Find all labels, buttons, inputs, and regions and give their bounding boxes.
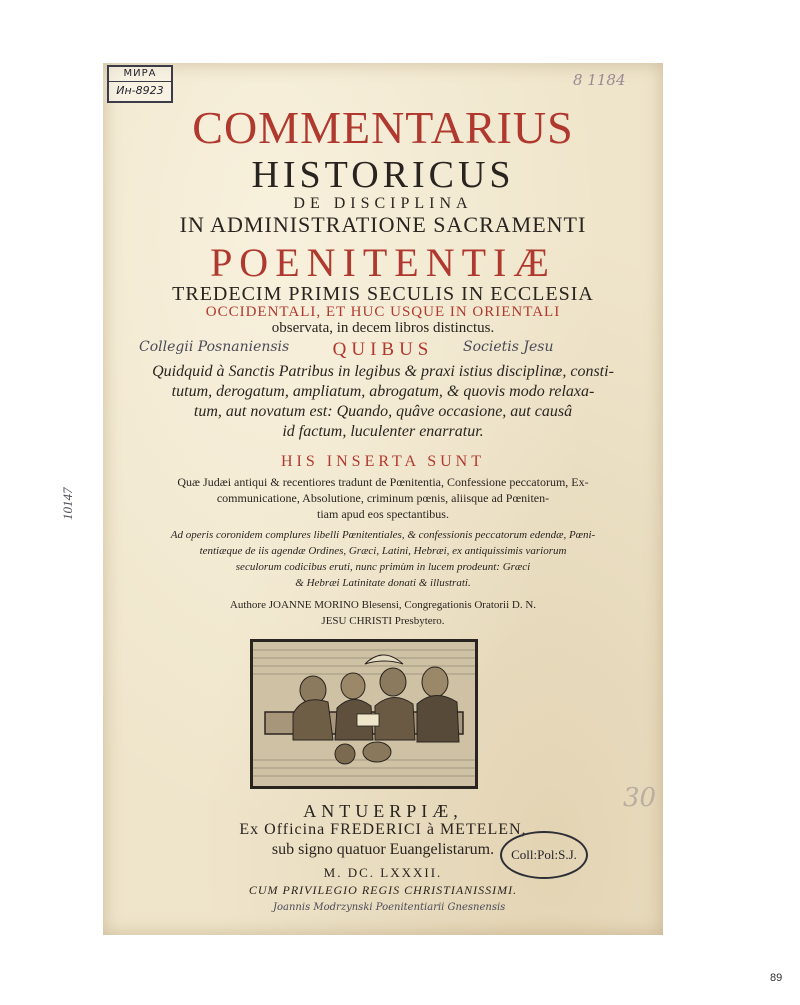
title-observata: observata, in decem libros distinctus. <box>271 320 495 336</box>
his-inserta-heading: HIS INSERTA SUNT <box>281 453 485 470</box>
quidquid-line-4: id factum, luculenter enarratur. <box>282 423 484 440</box>
operis-line-1: Ad operis coronidem complures libelli Pœnitentiales, & confessionis peccatorum edendæ, Pœni- <box>170 529 596 541</box>
evangelists-engraving-art <box>253 642 475 786</box>
handwritten-shelf-number: 8 1184 <box>573 71 626 89</box>
quidquid-line-2: tutum, derogatum, ampliatum, abrogatum, & quovis modo relaxa- <box>171 383 595 400</box>
imprint-signo: sub signo quatuor Euangelistarum. <box>271 841 495 858</box>
title-administratione: IN ADMINISTRATIONE SACRAMENTI <box>179 212 587 237</box>
imprint-year: M. DC. LXXXII. <box>323 865 443 880</box>
operis-line-3: seculorum codicibus eruti, nunc primùm in lucem prodeunt: Græci <box>235 561 531 573</box>
handwritten-signature: Joannis Modrzynski Poenitentiarii Gnesnensis <box>273 902 506 913</box>
quidquid-line-1: Quidquid à Sanctis Patribus in legibus & praxi istius disciplinæ, consti- <box>152 363 614 380</box>
handwritten-margin-mark: 30 <box>623 783 657 813</box>
evangelists-engraving <box>250 639 478 789</box>
imprint-privilegio: CUM PRIVILEGIO REGIS CHRISTIANISSIMI. <box>248 883 518 897</box>
author-line-2: JESU CHRISTI Presbytero. <box>321 615 445 627</box>
title-poenitentiae: POENITENTIÆ <box>210 240 556 285</box>
handwritten-collegii: Collegii Posnaniensis <box>139 339 290 355</box>
library-stamp-number: Ин-8923 <box>116 84 164 97</box>
imprint-officina: Ex Officina FREDERICI à METELEN, <box>239 821 527 838</box>
inserta-line-3: tiam apud eos spectantibus. <box>317 507 449 521</box>
quidquid-line-3: tum, aut novatum est: Quando, quâve occasione, aut causâ <box>193 403 573 420</box>
college-oval-stamp: Coll:Pol:S.J. <box>500 831 588 879</box>
imprint-city: ANTUERPIÆ, <box>303 801 463 821</box>
author-line-1: Authore JOANNE MORINO Blesensi, Congregationis Oratorii D. N. <box>229 599 537 611</box>
library-stamp <box>107 65 173 103</box>
title-page <box>103 63 663 935</box>
library-stamp-name: МИРА <box>109 67 171 82</box>
title-commentarius: COMMENTARIUS <box>192 102 574 153</box>
operis-line-4: & Hebræi Latinitate donati & illustrati. <box>295 577 471 589</box>
handwritten-side-number: 10147 <box>60 487 75 520</box>
title-de-disciplina: DE DISCIPLINA <box>293 195 473 212</box>
title-occidentali: OCCIDENTALI, ET HUC USQUE IN ORIENTALI <box>205 304 561 320</box>
inserta-line-2: communicatione, Absolutione, criminum pœnis, aliisque ad Pœniten- <box>216 491 550 505</box>
title-historicus: HISTORICUS <box>251 154 515 196</box>
title-tredecim: TREDECIM PRIMIS SECULIS IN ECCLESIA <box>172 283 594 305</box>
inserta-line-1: Quæ Judæi antiqui & recentiores tradunt de Pœnitentia, Confessione peccatorum, Ex- <box>177 475 589 489</box>
page-number: 89 <box>770 972 783 984</box>
operis-line-2: tentiæque de iis agendæ Ordines, Græci, Latini, Hebræi, ex antiquissimis variorum <box>199 545 567 557</box>
quibus-heading: QUIBUS <box>332 339 434 360</box>
handwritten-societis: Societis Jesu <box>463 339 554 355</box>
